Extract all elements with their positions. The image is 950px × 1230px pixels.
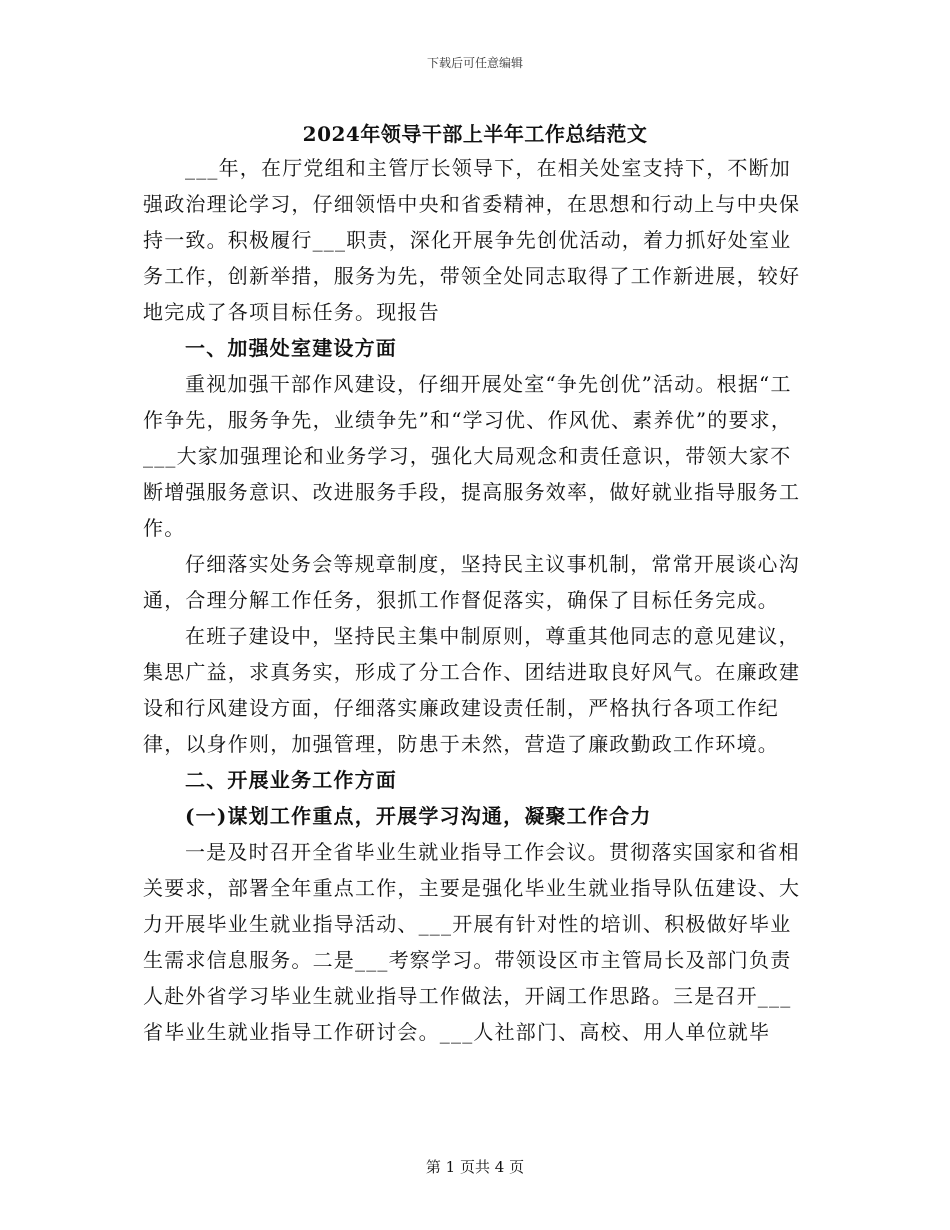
intro-paragraph: ___年，在厅党组和主管厅长领导下，在相关处室支持下，不断加强政治理论学习，仔细领悟中央和省委精神，在思想和行动上与中央保持一致。积极履行___职责，深化开展争先创优活动，着力抓好处室业务工作，创新举措，服务为先，带领全处同志取得了工作新进展，较好地完成了各项目标任务。现报告: [143, 156, 801, 324]
section1-paragraph-1: 重视加强干部作风建设，仔细开展处室“争先创优”活动。根据“工作争先，服务争先，业绩争先”和“学习优、作风优、素养优”的要求，___大家加强理论和业务学习，强化大局观念和责任意识，带领大家不断增强服务意识、改进服务手段，提高服务效率，做好就业指导服务工作。: [143, 372, 801, 540]
section1-paragraph-2: 仔细落实处务会等规章制度，坚持民主议事机制，常常开展谈心沟通，合理分解工作任务，狠抓工作督促落实，确保了目标任务完成。: [143, 552, 800, 612]
section2-paragraph-1: 一是及时召开全省毕业生就业指导工作会议。贯彻落实国家和省相关要求，部署全年重点工作，主要是强化毕业生就业指导队伍建设、大力开展毕业生就业指导活动、___开展有针对性的培训、积极做好毕业生需求信息服务。二是___考察学习。带领设区市主管局长及部门负责人赴外省学习毕业生就业指导工作做法，开阔工作思路。三是召开___省毕业生就业指导工作研讨会。___人社部门、高校、用人单位就毕: [143, 840, 801, 1044]
document-body: [143, 150, 807, 1050]
page-footer: 第 1 页共 4 页: [425, 1158, 525, 1176]
section1-heading: 一、加强处室建设方面: [185, 336, 397, 360]
section2-heading: 二、开展业务工作方面: [185, 768, 397, 792]
section1-paragraph-3: 在班子建设中，坚持民主集中制原则，尊重其他同志的意见建议，集思广益，求真务实，形成了分工合作、团结进取良好风气。在廉政建设和行风建设方面，仔细落实廉政建设责任制，严格执行各项工作纪律，以身作则，加强管理，防患于未然，营造了廉政勤政工作环境。: [143, 624, 801, 756]
section2-subheading-1: (一)谋划工作重点，开展学习沟通，凝聚工作合力: [185, 804, 652, 828]
document-title: 2024年领导干部上半年工作总结范文: [302, 122, 648, 146]
header-note: 下载后可任意编辑: [426, 56, 523, 70]
